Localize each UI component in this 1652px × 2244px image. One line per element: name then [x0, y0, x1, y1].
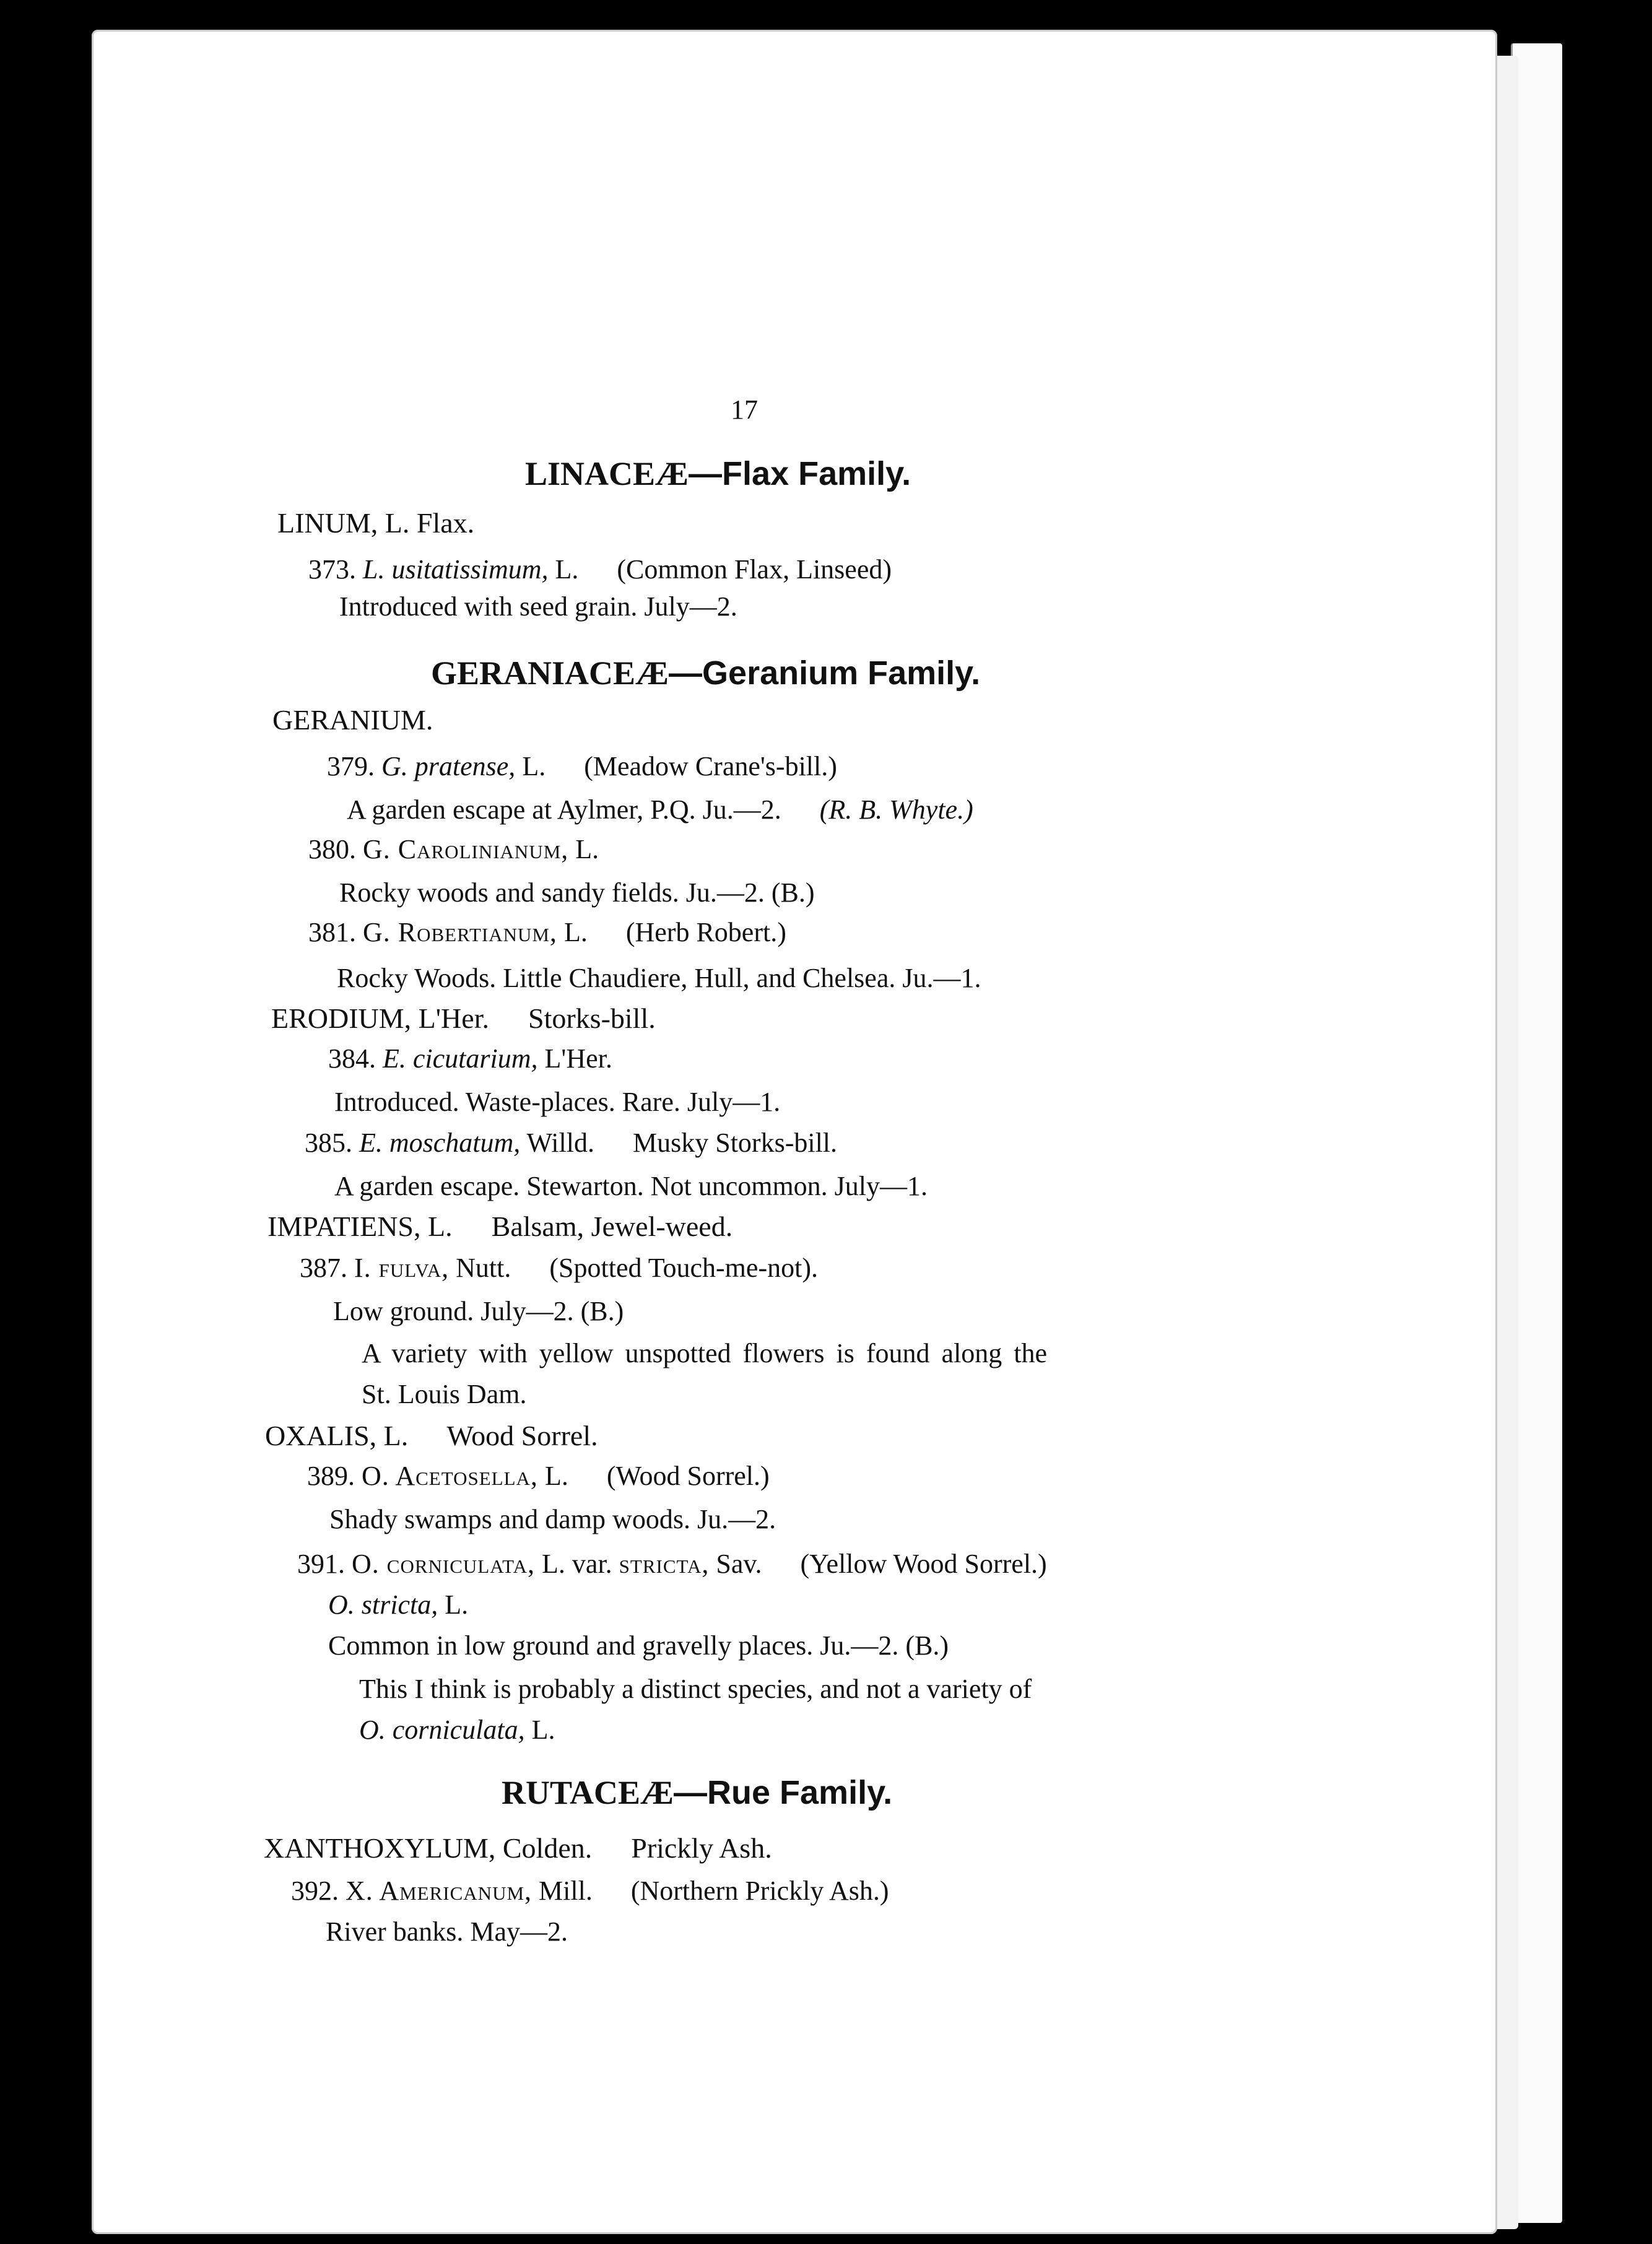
species-number: 373. — [308, 554, 356, 585]
genus-erodium — [271, 1004, 656, 1033]
species-name: X. Americanum, — [346, 1876, 533, 1906]
species-authority: Willd. — [526, 1128, 594, 1158]
habitat-392: River banks. May—2. — [326, 1916, 568, 1947]
species-379 — [327, 753, 837, 780]
species-name: G. Robertianum, — [363, 917, 557, 947]
family-common: —Geranium Family. — [669, 654, 981, 692]
species-name: E. cicutarium, — [383, 1043, 538, 1074]
synonym-name: O. stricta, — [328, 1590, 438, 1620]
genus-oxalis — [265, 1422, 598, 1450]
family-common: —Flax Family. — [689, 455, 911, 492]
family-common: —Rue Family. — [674, 1774, 893, 1811]
genus-authority: Colden. — [502, 1832, 593, 1864]
habitat-text: A garden escape at Aylmer, P.Q. Ju.—2. — [347, 794, 781, 825]
species-number: 392. — [291, 1876, 339, 1906]
species-authority: L. var. — [542, 1549, 612, 1579]
genus-name: IMPATIENS, — [267, 1211, 421, 1242]
page-edge-back — [1511, 43, 1562, 2223]
habitat-384: Introduced. Waste-places. Rare. July—1. — [334, 1087, 781, 1117]
family-latin: RUTACEÆ — [502, 1774, 674, 1811]
species-common: (Common Flax, Linseed) — [617, 554, 892, 585]
family-heading-rutaceae — [502, 1776, 892, 1809]
species-number: 391. — [297, 1549, 345, 1579]
genus-authority: L. — [383, 1420, 409, 1451]
species-authority: Nutt. — [456, 1253, 511, 1283]
collector-credit: (R. B. Whyte.) — [819, 794, 973, 825]
species-common: (Herb Robert.) — [625, 917, 786, 947]
genus-common: Wood Sorrel. — [446, 1420, 598, 1451]
species-common: (Yellow Wood Sorrel.) — [800, 1549, 1047, 1579]
species-391 — [297, 1550, 1047, 1578]
family-heading-linaceae — [525, 457, 911, 490]
note-387-line2: St. Louis Dam. — [362, 1379, 527, 1409]
variety-authority: Sav. — [716, 1549, 762, 1579]
species-authority: L. — [563, 917, 588, 947]
genus-name: XANTHOXYLUM, — [264, 1832, 496, 1864]
habitat-391: Common in low ground and gravelly places. Ju.—2. (B.) — [328, 1630, 949, 1661]
note-387-line1: A variety with yellow unspotted flowers is found along the — [362, 1338, 1048, 1368]
genus-common: Balsam, Jewel-weed. — [491, 1211, 733, 1242]
species-authority: L. — [555, 554, 579, 585]
species-common: Musky Storks-bill. — [632, 1128, 838, 1158]
species-number: 381. — [308, 917, 356, 947]
habitat-380: Rocky woods and sandy fields. Ju.—2. (B.) — [339, 877, 815, 908]
genus-name: OXALIS, — [265, 1420, 377, 1451]
note-species-name: O. corniculata, — [359, 1715, 525, 1745]
species-authority: L. — [575, 834, 599, 864]
species-name: L. usitatissimum, — [363, 554, 549, 585]
habitat-381: Rocky Woods. Little Chaudiere, Hull, and Chelsea. Ju.—1. — [337, 963, 981, 993]
species-common: (Spotted Touch-me-not). — [549, 1253, 818, 1283]
habitat-389: Shady swamps and damp woods. Ju.—2. — [329, 1504, 776, 1534]
species-number: 384. — [328, 1043, 376, 1074]
habitat-373: Introduced with seed grain. July—2. — [339, 591, 737, 622]
species-number: 385. — [305, 1128, 352, 1158]
synonym-391 — [328, 1591, 468, 1619]
genus-common: Storks-bill. — [528, 1002, 656, 1034]
species-number: 387. — [300, 1253, 347, 1283]
species-number: 379. — [327, 751, 375, 781]
species-387 — [300, 1255, 818, 1282]
family-latin: GERANIACEÆ — [431, 654, 669, 692]
species-common: (Wood Sorrel.) — [606, 1461, 770, 1491]
genus-common: Prickly Ash. — [631, 1832, 772, 1864]
species-392 — [291, 1877, 889, 1905]
habitat-387: Low ground. July—2. (B.) — [333, 1296, 624, 1326]
species-common: (Meadow Crane's-bill.) — [584, 751, 837, 781]
note-391-line1: This I think is probably a distinct species, and not a variety of — [359, 1674, 1032, 1704]
genus-linum — [277, 509, 474, 537]
genus-authority: L. — [385, 507, 410, 539]
species-name: G. pratense, — [381, 751, 516, 781]
genus-authority: L. — [428, 1211, 453, 1242]
species-authority: L. — [522, 751, 546, 781]
habitat-385: A garden escape. Stewarton. Not uncommon. July—1. — [334, 1171, 928, 1201]
species-name: I. fulva, — [354, 1253, 450, 1283]
genus-name: LINUM, — [277, 507, 378, 539]
species-381 — [308, 919, 786, 946]
species-384 — [328, 1045, 612, 1072]
species-373 — [308, 556, 892, 583]
genus-geranium — [272, 706, 433, 734]
genus-common: Flax. — [416, 507, 475, 539]
species-authority: Mill. — [539, 1876, 593, 1906]
species-380 — [308, 836, 599, 863]
genus-authority: L'Her. — [418, 1002, 489, 1034]
family-latin: LINACEÆ — [525, 455, 689, 492]
variety-name: stricta, — [619, 1549, 710, 1579]
genus-name: GERANIUM. — [272, 704, 433, 736]
species-name: E. moschatum, — [359, 1128, 521, 1158]
note-391-line2 — [359, 1716, 555, 1744]
habitat-379 — [347, 796, 973, 824]
note-species-authority: L. — [531, 1715, 555, 1745]
species-common: (Northern Prickly Ash.) — [630, 1876, 889, 1906]
species-name: O. corniculata, — [352, 1549, 536, 1579]
genus-impatiens — [267, 1212, 733, 1241]
species-number: 380. — [308, 834, 356, 864]
genus-xanthoxylum — [264, 1834, 772, 1863]
page-number: 17 — [731, 394, 758, 425]
species-authority: L'Her. — [544, 1043, 612, 1074]
species-name: O. Acetosella, — [362, 1461, 538, 1491]
species-389 — [307, 1463, 770, 1490]
family-heading-geraniaceae — [431, 656, 980, 690]
species-name: G. Carolinianum, — [363, 834, 569, 864]
species-number: 389. — [307, 1461, 355, 1491]
genus-name: ERODIUM, — [271, 1002, 412, 1034]
species-authority: L. — [544, 1461, 568, 1491]
species-385 — [305, 1129, 837, 1157]
synonym-authority: L. — [445, 1590, 469, 1620]
